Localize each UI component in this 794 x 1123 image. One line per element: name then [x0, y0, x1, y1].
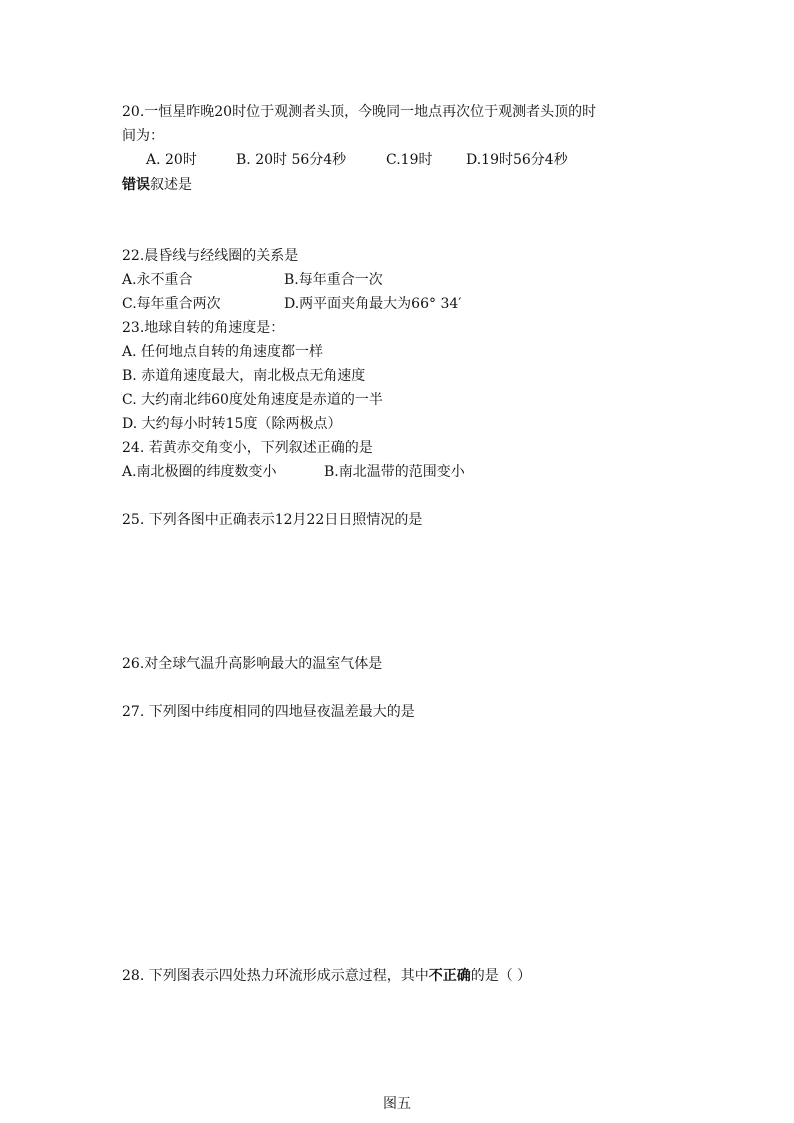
q20-stem-line2: 间为： [122, 128, 164, 144]
q22-option-b: B.每年重合一次 [284, 272, 383, 288]
figure-caption: 图五 [383, 1096, 411, 1112]
q26-stem: 26.对全球气温升高影响最大的温室气体是 [122, 656, 383, 672]
q23-stem: 23.地球自转的角速度是： [122, 320, 285, 336]
q22-option-d: D.两平面夹角最大为66° 34′ [284, 296, 462, 312]
q22-option-c: C.每年重合两次 [122, 296, 221, 312]
q23-option-d: D. 大约每小时转15度（除两极点） [122, 416, 342, 432]
q20-stem-line1: 20.一恒星昨晚20时位于观测者头顶，今晚同一地点再次位于观测者头顶的时 [122, 104, 597, 120]
q20-note-bold: 错误 [122, 177, 150, 193]
q28-stem [122, 966, 531, 986]
q24-option-b: B.南北温带的范围变小 [324, 464, 465, 480]
q28-stem-post: 的是（ ） [470, 968, 532, 984]
q20-option-a: A. 20时 [146, 152, 197, 168]
q22-stem: 22.晨昏线与经线圈的关系是 [122, 248, 299, 264]
q22-option-a: A.永不重合 [122, 272, 193, 288]
q27-stem: 27. 下列图中纬度相同的四地昼夜温差最大的是 [122, 704, 415, 720]
q24-option-a: A.南北极圈的纬度数变小 [122, 464, 277, 480]
q24-stem: 24. 若黄赤交角变小，下列叙述正确的是 [122, 440, 373, 456]
q20-option-d: D.19时56分4秒 [466, 152, 568, 168]
q23-option-c: C. 大约南北纬60度处角速度是赤道的一半 [122, 392, 383, 408]
q20-option-b: B. 20时 56分4秒 [236, 152, 347, 168]
q25-stem: 25. 下列各图中正确表示12月22日日照情况的是 [122, 512, 423, 528]
q20-option-c: C.19时 [386, 152, 433, 168]
q23-option-b: B. 赤道角速度最大，南北极点无角速度 [122, 368, 366, 384]
q28-stem-bold: 不正确 [428, 968, 471, 984]
q20-note-rest: 叙述是 [150, 177, 192, 193]
q20-note [122, 175, 192, 195]
q23-option-a: A. 任何地点自转的角速度都一样 [122, 344, 324, 360]
q28-stem-pre: 28. 下列图表示四处热力环流形成示意过程，其中 [122, 968, 429, 984]
